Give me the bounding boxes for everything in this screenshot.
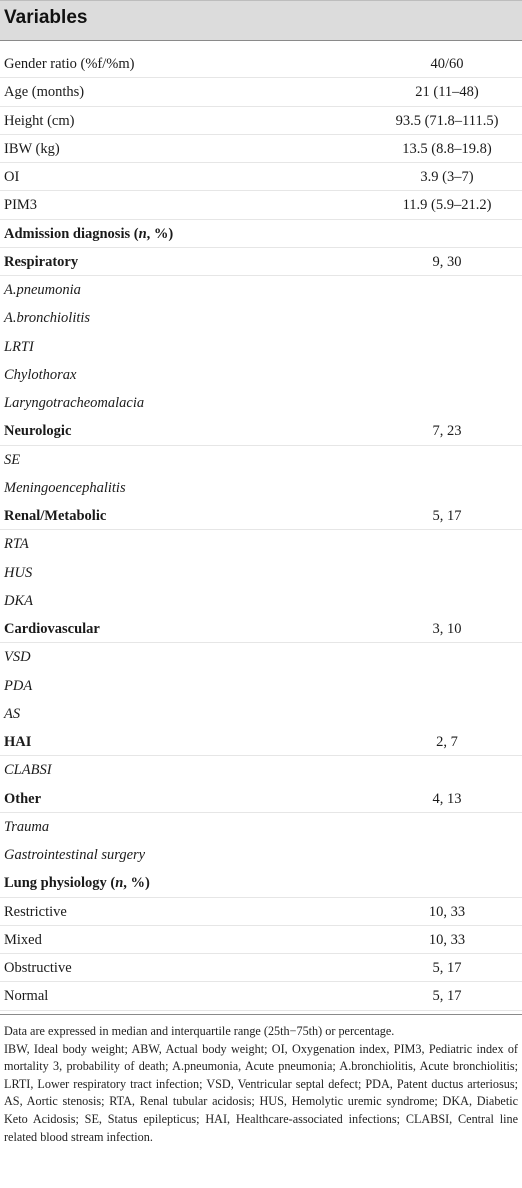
row-label: LRTI — [4, 338, 34, 355]
row-label: OI — [4, 169, 20, 185]
section-label-n: n — [138, 225, 147, 242]
table-row — [0, 78, 522, 106]
row-label: Laryngotracheomalacia — [4, 395, 145, 411]
table-row — [0, 926, 522, 954]
row-label: Gastrointestinal surgery — [4, 847, 146, 863]
table-row — [0, 559, 522, 587]
table-row — [0, 587, 522, 615]
table-row — [0, 502, 522, 530]
table-bottom-rule — [0, 1014, 522, 1015]
row-label: CLABSI — [4, 762, 52, 779]
table-row — [0, 756, 522, 784]
row-value: 9, 30 — [432, 253, 462, 270]
row-label: Renal/Metabolic — [4, 508, 107, 524]
row-value: 13.5 (8.8–19.8) — [402, 140, 492, 157]
section-label-text: Lung physiology ( — [4, 875, 116, 892]
row-label: Trauma — [4, 818, 50, 835]
row-label: AS — [4, 705, 21, 722]
row-label: Restrictive — [4, 903, 67, 920]
section-label-n: n — [115, 875, 124, 892]
table-row — [0, 474, 522, 502]
table-row — [0, 135, 522, 163]
row-value: 5, 17 — [432, 960, 462, 976]
table-row — [0, 785, 522, 813]
table-row — [0, 841, 522, 869]
row-label: IBW (kg) — [4, 140, 60, 157]
row-label: PDA — [4, 677, 33, 694]
row-label: Meningoencephalitis — [4, 479, 126, 496]
row-value: 5, 17 — [432, 508, 462, 524]
table-row — [0, 276, 522, 304]
row-label: RTA — [4, 536, 29, 553]
row-label — [4, 869, 150, 897]
table-row — [0, 446, 522, 474]
row-value: 10, 33 — [428, 903, 466, 920]
row-label: DKA — [4, 592, 33, 609]
row-label: Height (cm) — [4, 112, 75, 129]
row-label: Mixed — [4, 931, 42, 948]
row-value: 4, 13 — [432, 790, 462, 807]
table-row — [0, 248, 522, 276]
row-value: 40/60 — [430, 56, 464, 72]
row-label: Cardiovascular — [4, 621, 100, 637]
row-value: 2, 7 — [436, 734, 458, 750]
section-label-text: Admission diagnosis ( — [4, 225, 139, 242]
table-row — [0, 643, 522, 671]
table-row — [0, 898, 522, 926]
table-header-band — [0, 0, 522, 40]
row-value: 3, 10 — [432, 621, 462, 637]
table-body — [0, 50, 522, 1011]
row-value: 93.5 (71.8–111.5) — [395, 112, 499, 129]
table-row — [0, 50, 522, 78]
table-row — [0, 728, 522, 756]
row-label: SE — [4, 451, 21, 468]
table-row — [0, 163, 522, 191]
row-value: 7, 23 — [432, 423, 462, 440]
table-row — [0, 304, 522, 332]
table-row — [0, 389, 522, 417]
table-header-variables: Variables — [4, 7, 88, 28]
row-label: HUS — [4, 564, 33, 581]
section-label-suffix: , %) — [146, 225, 174, 242]
table-row — [0, 982, 522, 1010]
row-label: Age (months) — [4, 84, 85, 101]
row-label: Other — [4, 790, 42, 807]
footnote-line-data: Data are expressed in median and interquartile range (25th−75th) or percentage. — [4, 1024, 395, 1038]
table-row — [0, 672, 522, 700]
row-label: Neurologic — [4, 423, 72, 440]
row-label: PIM3 — [4, 197, 38, 214]
row-label: HAI — [4, 734, 32, 750]
table-row — [0, 361, 522, 389]
header-rule — [0, 40, 522, 41]
row-label: Normal — [4, 988, 49, 1005]
row-label: A.bronchiolitis — [4, 310, 91, 327]
table-row — [0, 813, 522, 841]
table-footnote — [4, 1023, 518, 1146]
table-row — [0, 107, 522, 135]
table-row — [0, 869, 522, 897]
footnote-line-abbreviations: IBW, Ideal body weight; ABW, Actual body weight; OI, Oxygenation index, PIM3, Pediatric index of mortality 3, probability of death; A.pneumonia, Acute pneumonia; A.bronchiolitis, Acute bronchiolitis; LRTI, Lower respiratory tract infection; VSD, Ventricular septal defect; PDA, Patent ductus arteriosus; AS, Aortic stenosis; RTA, Renal tubular acidosis; HUS, Hemolytic uremic syndrome; DKA, Diabetic Keto Acidosis; SE, Status epilepticus; HAI, Healthcare-associated infections; CLABSI, Central line related blood stream infection. — [4, 1041, 518, 1144]
row-label: A.pneumonia — [4, 282, 81, 298]
row-label: Gender ratio (%f/%m) — [4, 56, 135, 72]
table-row — [0, 333, 522, 361]
table-row — [0, 191, 522, 219]
table-row — [0, 615, 522, 643]
table-row — [0, 700, 522, 728]
section-label-suffix: , %) — [123, 875, 150, 892]
row-label: Obstructive — [4, 960, 72, 976]
row-value: 3.9 (3–7) — [420, 169, 474, 185]
table-row — [0, 954, 522, 982]
row-value: 11.9 (5.9–21.2) — [402, 197, 492, 214]
row-value: 5, 17 — [432, 988, 462, 1005]
table-row — [0, 417, 522, 445]
table-row — [0, 530, 522, 558]
row-label: VSD — [4, 649, 31, 666]
row-label — [4, 220, 173, 248]
row-value: 10, 33 — [428, 931, 466, 948]
row-label: Chylothorax — [4, 366, 77, 383]
table-row — [0, 220, 522, 248]
row-value: 21 (11–48) — [415, 84, 479, 101]
row-label: Respiratory — [4, 253, 79, 270]
